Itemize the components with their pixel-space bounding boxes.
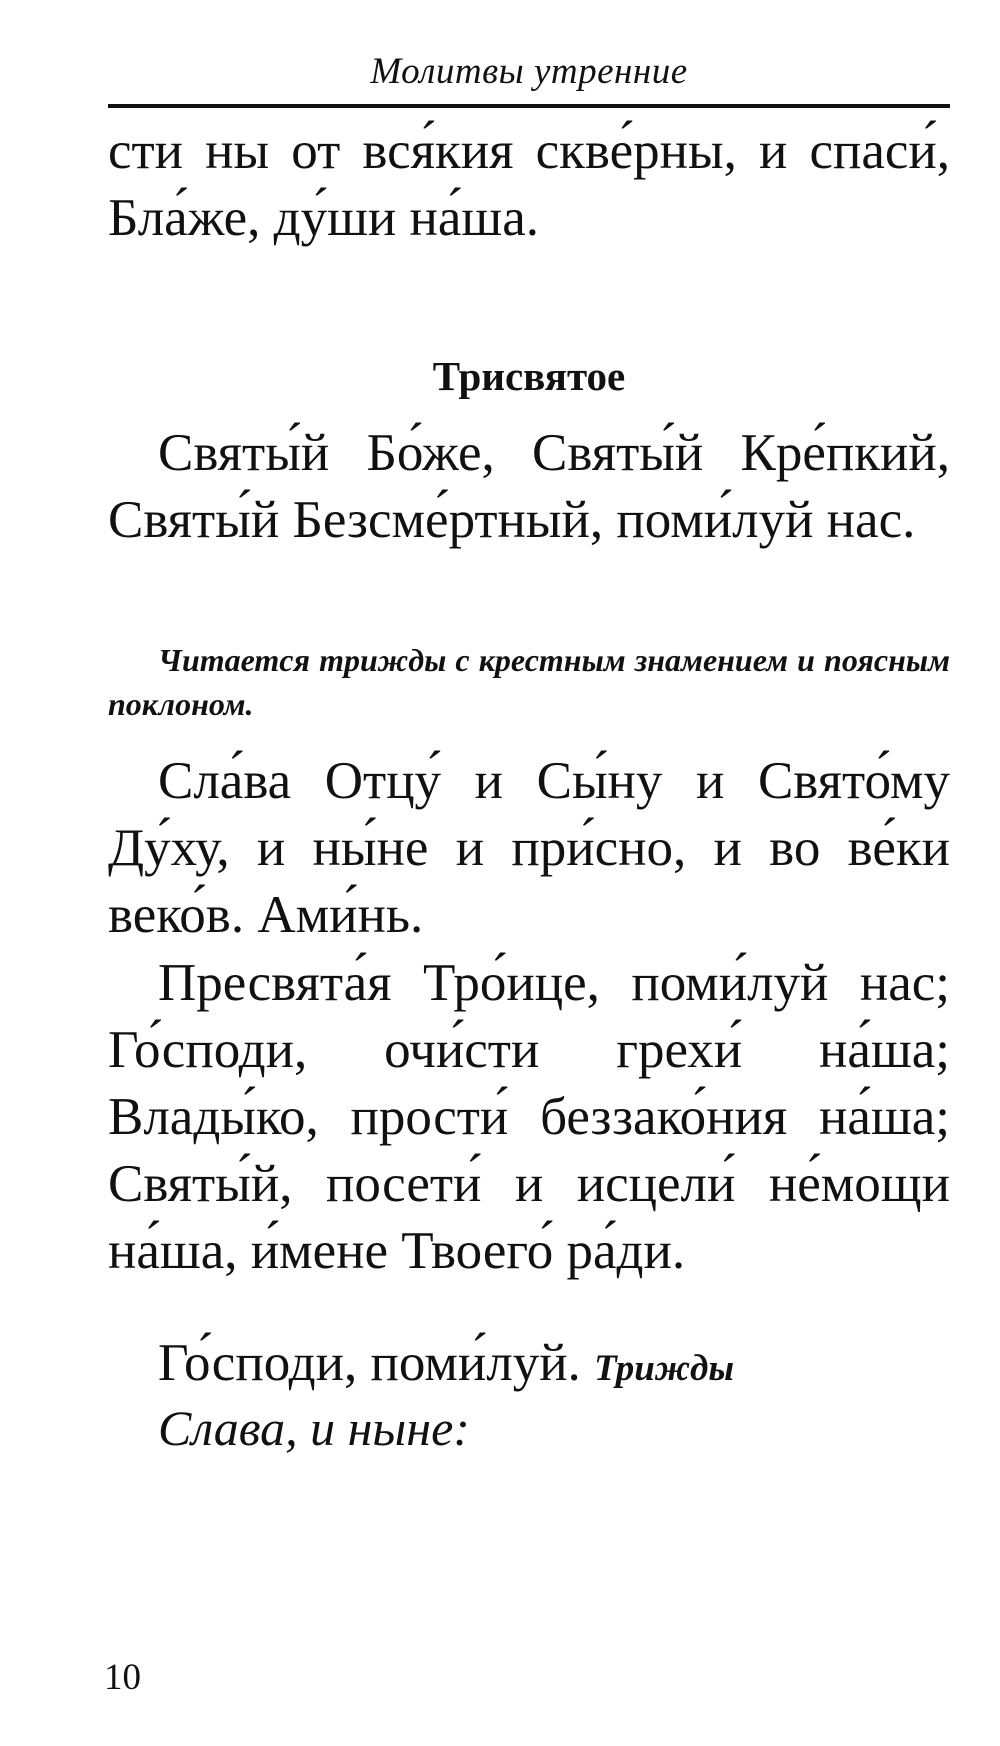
lord-have-mercy-rubric: Трижды: [594, 1348, 735, 1389]
lord-have-mercy-text: Го́споди, поми́луй.: [158, 1334, 581, 1392]
glory-prayer: Сла́ва Отцу́ и Сы́ну и Свято́му Ду́ху, и ны́не и при́сно, и во ве́ки веко́в. Ами́нь.: [108, 752, 950, 944]
lord-have-mercy-line: [108, 1330, 950, 1402]
trisagion-prayer: Святы́й Бо́же, Святы́й Кре́пкий, Святы́й Безсме́ртный, поми́луй нас.: [108, 424, 950, 549]
trisagion-rubric: Читается трижды с крестным знамением и поясным поклоном.: [108, 642, 950, 722]
header-rule: [108, 104, 950, 108]
holy-trinity-prayer: Пресвята́я Тро́ице, поми́луй нас; Го́споди, очи́сти грехи́ на́ша; Влады́ко, прости́ беззако́ния на́ша; Святы́й, посети́ и исцели́ не́мощи на́ша, и́мене Твоего́ ра́ди.: [108, 954, 950, 1280]
running-header: Молитвы утренние: [370, 51, 688, 92]
continuation-paragraph: сти ны от вся́кия скве́рны, и спаси́, Бла́же, ду́ши на́ша.: [108, 122, 950, 247]
page-number: 10: [104, 1657, 141, 1698]
closing-rubric: Слава, и ныне:: [158, 1400, 470, 1456]
section-title-trisagion: Трисвятое: [432, 353, 626, 399]
